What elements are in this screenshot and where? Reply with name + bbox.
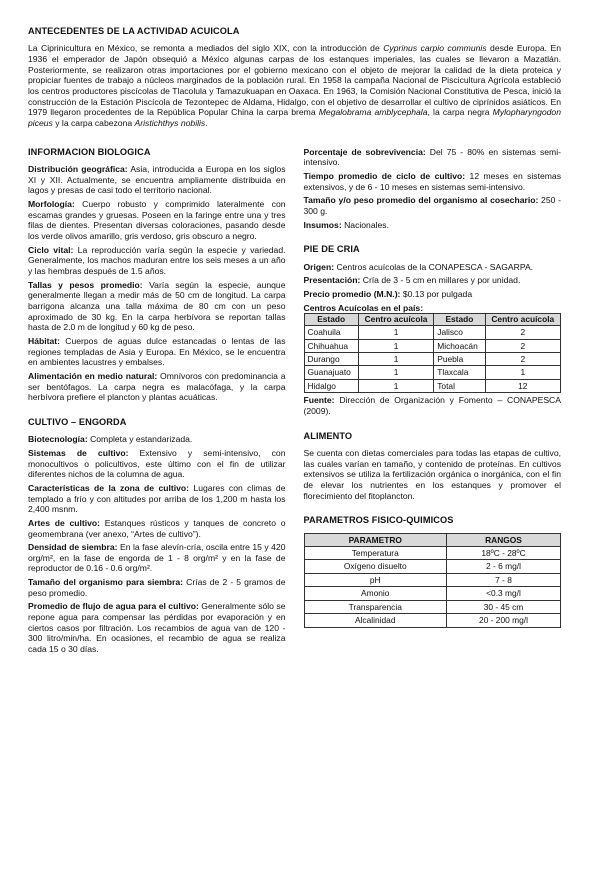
item-text: Del 75 - 80% en sistemas semi-intensivo.: [303, 146, 561, 168]
table-header-row: [304, 314, 561, 326]
parametros-section: [304, 515, 562, 627]
item-label: Fuente:: [303, 395, 335, 406]
insumos-item: [304, 220, 562, 231]
table-cell: 2: [485, 352, 560, 365]
morfologia-item: [28, 199, 286, 242]
text-span: y la carpa cabezona: [52, 118, 135, 128]
table-cell: 1: [358, 326, 433, 339]
item-label: Sistemas de cultivo:: [28, 447, 129, 458]
table-cell: Guanajuato: [304, 366, 358, 379]
item-label: Promedio de flujo de agua para el cultivo:: [28, 601, 199, 612]
item-label: Precio promedio (M.N.):: [303, 288, 401, 299]
item-label: Ciclo vital:: [28, 244, 74, 255]
item-text: Omnívoros con predominancia a ser bentófagos. La carpa negra es malacófaga, y la carpa herbívora prefiere el plancton y plantas acuáticas.: [28, 370, 286, 403]
alimentacion-item: [28, 371, 286, 403]
table-cell: 20 - 200 mg/l: [446, 614, 560, 627]
table-cell: Transparencia: [304, 600, 446, 613]
item-label: Tiempo promedio de ciclo de cultivo:: [303, 170, 466, 181]
table-cell: 30 - 45 cm: [446, 600, 560, 613]
table-cell: Coahuila: [304, 326, 358, 339]
densidad-item: [28, 542, 286, 574]
item-label: Densidad de siembra:: [28, 542, 118, 553]
item-label: Origen:: [303, 261, 335, 272]
item-label: Artes de cultivo:: [28, 517, 101, 528]
item-label: Tamaño y/o peso promedio del organismo al cosechario:: [303, 195, 539, 206]
item-text: Cuerpo robusto y comprimido lateralmente con escamas grandes y gruesas. Poseen en la faringe entre una y tres filas de dientes. Presentan diversas coloraciones, pasando desde los verde olivos amarillo, gris verdoso, gris obscuro a negro.: [28, 199, 286, 241]
item-label: Características de la zona de cultivo:: [28, 482, 190, 493]
table-cell: 1: [358, 352, 433, 365]
table-cell: Jalisco: [434, 326, 485, 339]
antecedentes-title: ANTECEDENTES DE LA ACTIVIDAD ACUICOLA: [28, 26, 240, 36]
item-text: Crías de 2 - 5 gramos de peso promedio.: [28, 577, 286, 598]
table-cell: Tlaxcala: [434, 366, 485, 379]
tallas-item: [28, 280, 286, 333]
table-cell: 1: [485, 366, 560, 379]
item-text: 250 - 300 g.: [303, 195, 561, 216]
zona-item: [28, 483, 286, 515]
two-column-body: [28, 147, 561, 658]
centros-label: Centros Acuícolas en el país:: [303, 302, 424, 313]
species-name: Aristichthys nobilis: [134, 118, 206, 128]
tamano-item: [28, 577, 286, 598]
table-cell: 2: [485, 339, 560, 352]
item-label: Hábitat:: [28, 335, 60, 346]
item-text: Lugares con climas de templado a frío y con altitudes por arriba de los 1,200 m hasta los 2,400 msnm.: [28, 482, 286, 515]
table-cell: 1: [358, 379, 433, 392]
item-label: Tallas y pesos promedio:: [28, 279, 143, 290]
item-text: Centros acuícolas de la CONAPESCA - SAGARPA.: [334, 261, 534, 272]
alimento-text: Se cuenta con dietas comerciales para todas las etapas de cultivo, las cuales varían en tamaño, y contenido de proteínas. En cultivos extensivos se utiliza la fertilización orgánica o inorgánica, con el fin de elevar los nutrientes en los estanques y promover el florecimiento del fitoplancton.: [303, 447, 561, 501]
pie-cria-title: PIE DE CRIA: [303, 244, 360, 255]
table-row: [304, 614, 561, 627]
item-text: Generalmente sólo se repone agua para compensar las pérdidas por evaporación y en ciertos casos por filtración. Los recambios de agua van de 120 - 300 litro/min/ha. En ocasiones, el recambio de agua se realiza cada 15 o 30 días.: [28, 601, 286, 655]
item-text: 12 meses en sistemas extensivos, y de 6 - 10 meses en sistemas semi-intensivo.: [303, 170, 562, 192]
text-span: .: [205, 118, 208, 128]
cultivo-title: CULTIVO – ENGORDA: [28, 416, 127, 427]
text-span: , la carpa negra: [427, 107, 493, 118]
table-row: [304, 547, 561, 560]
sobrevivencia-item: [304, 147, 562, 168]
table-row: [304, 600, 561, 613]
biologica-section: [28, 147, 286, 403]
table-cell: 1: [358, 366, 433, 379]
item-text: En la fase alevín-cría, oscila entre 15 y 420 org/m², en la fase de engorda de 1 - 8 org/m² y en la fase de reproductor de 0.16 - 0.6 org/m².: [28, 542, 286, 574]
flujo-item: [28, 601, 286, 654]
text-span: La Ciprinicultura en México, se remonta a mediados del siglo XIX, con la introducción de: [28, 43, 384, 54]
parametros-title: PARAMETROS FISICO-QUIMICOS: [303, 515, 454, 526]
item-label: Porcentaje de sobrevivencia:: [303, 146, 426, 157]
table-row: [304, 339, 561, 352]
item-text: Varía según la especie, aunque generalmente llegan a medir más de 50 cm de longitud. La carpa barrigona alcanza una talla máxima de 80 cm con un peso aproximado de 30 kg. En la carpa herbívora se reportan tallas hasta de 2.0 m de longitud y 60 kg de peso.: [28, 279, 286, 333]
table-header-cell: Estado: [434, 314, 485, 326]
table-cell: Total: [434, 379, 485, 392]
species-name: Mylopharyngodon piceus: [28, 107, 561, 128]
item-label: Biotecnología:: [28, 434, 88, 445]
table-row: [304, 326, 561, 339]
table-cell: pH: [304, 573, 446, 586]
item-text: Asia, introducida a Europa en los siglos XI y XII. Actualmente, se encuentra ampliamente distribuida en lagos y presas de casi todo el territorio nacional.: [28, 164, 286, 196]
antecedentes-paragraph: [28, 43, 561, 128]
table-cell: Hidalgo: [304, 379, 358, 392]
table-cell: Oxígeno disuelto: [304, 560, 446, 573]
item-label: Distribución geográfica:: [28, 164, 128, 175]
alimento-title: ALIMENTO: [303, 430, 353, 441]
table-row: [304, 366, 561, 379]
fuente-note: [304, 395, 562, 416]
table-cell: <0.3 mg/l: [446, 587, 560, 600]
table-row: [304, 352, 561, 365]
item-text: Dirección de Organización y Fomento – CONAPESCA (2009).: [303, 395, 561, 416]
biotec-item: [28, 434, 286, 445]
habitat-item: [28, 336, 286, 368]
text-span: desde Europa. En 1936 el emperador de Japón obsequió a México algunas carpas de los estanques imperiales, las cuales se llevaron a Mazatlán. Posteriormente, se realizaron otras importaciones por el gobierno mexicano con el objeto de mejorar la calidad de la dieta proteica y propiciar fuentes de trabajo a núcleos marginados de la población rural. En 1958 la campaña Nacional de Piscicultura Agrícola estableció los centros productores piscícolas de Tlacolula y Tamazukuapan en Oaxaca. En 1963, la Comisión Nacional Constitutiva de Pesca, inició la construcción de la Estación Piscícola de Tezontepec de Aldama, Hidalgo, con el objetivo de desarrollar el cultivo de ciprínidos asiáticos. En 1979 llegaron procedentes de la República Popular China la carpa brema: [28, 43, 561, 118]
item-text: Nacionales.: [341, 219, 389, 230]
item-text: $0.13 por pulgada: [400, 288, 473, 299]
pie-cria-section: [304, 244, 562, 416]
artes-item: [28, 518, 286, 539]
table-cell: 7 - 8: [446, 573, 560, 586]
tiempo-item: [304, 171, 562, 192]
cultivo-continued: [304, 147, 562, 231]
right-column: [304, 147, 562, 658]
table-cell: Michoacán: [434, 339, 485, 352]
item-label: Morfología:: [28, 199, 75, 210]
table-cell: 1: [358, 339, 433, 352]
table-row: [304, 379, 561, 392]
table-cell: 12: [485, 379, 560, 392]
precio-item: [304, 289, 562, 300]
table-header-cell: Centro acuícola: [358, 314, 433, 326]
species-name: Cyprinus carpio communis: [383, 43, 487, 54]
alimento-section: [304, 431, 562, 502]
table-cell: Durango: [304, 352, 358, 365]
item-label: Presentación:: [303, 275, 361, 286]
centros-table: [304, 313, 562, 393]
talla-cosecha-item: [304, 195, 562, 216]
distribucion-item: [28, 164, 286, 196]
table-cell: Amonio: [304, 587, 446, 600]
item-text: Cría de 3 - 5 cm en millares y por unidad.: [360, 275, 521, 286]
table-cell: Temperatura: [304, 547, 446, 560]
origen-item: [304, 262, 562, 273]
ciclo-item: [28, 245, 286, 277]
item-label: Alimentación en medio natural:: [28, 370, 158, 381]
item-text: La reproducción varía según la especie y variedad. Generalmente, los machos maduran entre los seis meses a un año y las hembras después de 1.5 años.: [28, 244, 286, 276]
table-header-row: [304, 533, 561, 546]
table-cell: 2 - 6 mg/l: [446, 560, 560, 573]
table-cell: Chihuahua: [304, 339, 358, 352]
table-row: [304, 587, 561, 600]
sistemas-item: [28, 448, 286, 480]
cultivo-section: [28, 417, 286, 655]
presentacion-item: [304, 275, 562, 286]
item-text: Completa y estandarizada.: [87, 434, 193, 445]
left-column: [28, 147, 286, 658]
table-row: [304, 560, 561, 573]
table-cell: 18ºC - 28ºC: [446, 547, 560, 560]
biologica-title: INFORMACION BIOLOGICA: [28, 146, 151, 157]
table-header-cell: RANGOS: [446, 533, 560, 546]
table-cell: Puebla: [434, 352, 485, 365]
table-cell: Alcalinidad: [304, 614, 446, 627]
item-label: Insumos:: [303, 219, 342, 230]
table-header-cell: Estado: [304, 314, 358, 326]
parametros-table: [304, 533, 562, 628]
item-text: Cuerpos de aguas dulce estancadas o lentas de las regiones templadas de Asia y Europa. En México, se le encuentra en ambientes lacustres y embalses.: [28, 335, 286, 368]
item-label: Tamaño del organismo para siembra:: [28, 577, 184, 588]
table-cell: 2: [485, 326, 560, 339]
table-header-cell: Centro acuícola: [485, 314, 560, 326]
table-header-cell: PARAMETRO: [304, 533, 446, 546]
table-row: [304, 573, 561, 586]
item-text: Extensivo y semi-intensivo, con monocultivos o policultivos, este último con el fin de utilizar diferentes nichos de la columna de agua.: [28, 447, 286, 480]
item-text: Estanques rústicos y tanques de concreto o geomembrana (ver anexo, “Artes de cultivo”).: [28, 517, 286, 539]
species-name: Megalobrama amblycephala: [318, 107, 428, 118]
